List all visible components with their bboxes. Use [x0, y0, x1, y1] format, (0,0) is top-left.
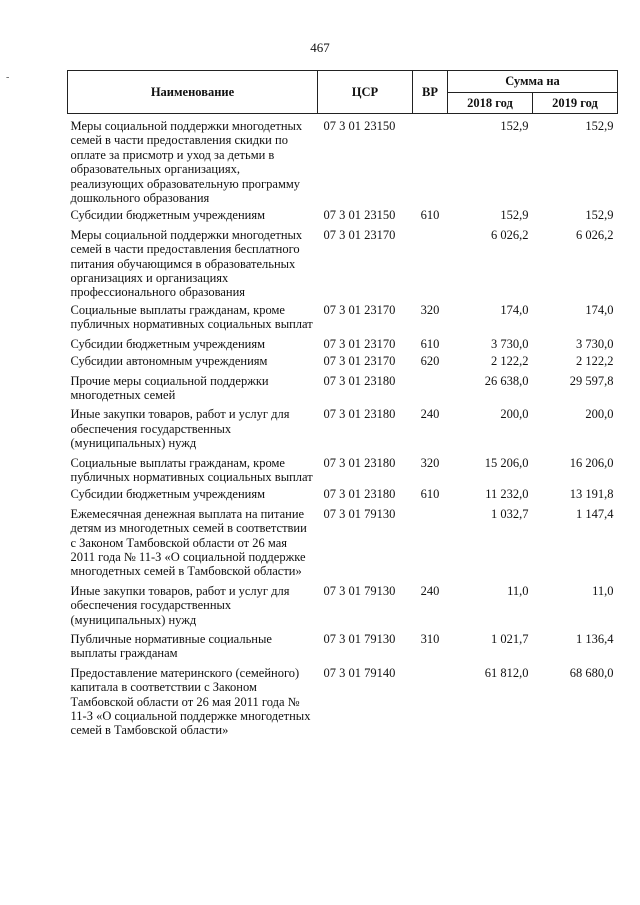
row-sum-2019: 68 680,0 — [569, 665, 614, 680]
row-csr-code: 07 3 01 79130 — [323, 506, 396, 521]
row-sum-2019: 152,9 — [585, 119, 614, 133]
row-vr-code: 240 — [420, 583, 440, 598]
scan-edge-mark: - — [6, 72, 10, 83]
row-sum-2019: 13 191,8 — [569, 487, 614, 502]
row-sum-2018: 152,9 — [500, 119, 529, 133]
table-row — [68, 661, 618, 738]
row-name: Субсидии бюджетным учреждениям — [70, 336, 266, 351]
row-name: Меры социальной поддержки многодетных семей в части предоставления бесплатного питания обучающимся в образовательных организациях и организациях профессионального образования — [70, 227, 303, 300]
table-row — [68, 114, 618, 206]
row-name: Социальные выплаты гражданам, кроме публичных нормативных социальных выплат — [70, 302, 313, 332]
table-row — [68, 223, 618, 300]
row-sum-2018: 15 206,0 — [484, 455, 529, 470]
table-row — [68, 502, 618, 579]
table-row — [68, 300, 618, 332]
row-name: Субсидии бюджетным учреждениям — [70, 487, 266, 502]
row-csr-code: 07 3 01 23170 — [323, 302, 396, 317]
row-sum-2019: 3 730,0 — [576, 336, 614, 351]
row-name: Ежемесячная денежная выплата на питание детям из многодетных семей в соответствии с Законом Тамбовской области от 26 мая 2011 года № 11-З «О социальной поддержке многодетных семей в Тамбовской области» — [70, 506, 307, 579]
row-sum-2018: 1 032,7 — [491, 506, 529, 521]
row-sum-2018: 3 730,0 — [491, 336, 529, 351]
page-number: 467 — [310, 40, 330, 55]
row-csr-code: 07 3 01 23150 — [323, 208, 396, 223]
header-name: Наименование — [68, 71, 318, 114]
header-sum: Сумма на — [448, 71, 618, 93]
table-row — [68, 205, 618, 222]
row-sum-2019: 11,0 — [592, 583, 614, 598]
row-name: Публичные нормативные социальные выплаты гражданам — [70, 632, 272, 661]
row-name: Социальные выплаты гражданам, кроме публичных нормативных социальных выплат — [70, 455, 313, 484]
row-sum-2019: 29 597,8 — [569, 373, 614, 388]
row-sum-2019: 1 136,4 — [576, 632, 614, 646]
table-row — [68, 332, 618, 351]
row-sum-2018: 2 122,2 — [491, 354, 529, 369]
header-year-2018: 2018 год — [448, 92, 533, 114]
row-vr-code — [413, 114, 448, 206]
table-row — [68, 369, 618, 403]
row-csr-code: 07 3 01 23170 — [323, 227, 396, 242]
row-vr-code: 320 — [420, 302, 440, 317]
row-sum-2018: 1 021,7 — [491, 632, 529, 646]
row-vr-code — [413, 223, 448, 300]
row-sum-2019: 16 206,0 — [569, 455, 614, 470]
table-row — [68, 627, 618, 661]
row-csr-code: 07 3 01 79130 — [323, 583, 396, 598]
row-sum-2019: 200,0 — [585, 407, 614, 422]
row-csr-code: 07 3 01 79140 — [323, 665, 396, 680]
row-vr-code — [413, 502, 448, 579]
row-name: Субсидии бюджетным учреждениям — [70, 208, 266, 223]
row-csr-code: 07 3 01 23180 — [323, 455, 396, 470]
table-body — [68, 114, 618, 738]
row-sum-2018: 200,0 — [500, 407, 529, 422]
row-vr-code: 320 — [420, 455, 440, 470]
row-vr-code: 310 — [420, 632, 440, 646]
row-csr-code: 07 3 01 23170 — [323, 354, 396, 369]
header-year-2019: 2019 год — [533, 92, 618, 114]
table-row — [68, 402, 618, 450]
row-csr-code: 07 3 01 23180 — [323, 373, 396, 388]
header-vr: ВР — [413, 71, 448, 114]
row-sum-2018: 11,0 — [507, 583, 529, 598]
row-vr-code: 240 — [420, 407, 440, 422]
row-sum-2019: 1 147,4 — [576, 506, 614, 521]
row-name: Субсидии автономным учреждениям — [70, 354, 268, 369]
row-name: Иные закупки товаров, работ и услуг для обеспечения государственных (муниципальных) нужд — [70, 407, 290, 451]
row-sum-2018: 174,0 — [500, 302, 529, 317]
row-sum-2018: 152,9 — [500, 208, 529, 223]
row-name: Иные закупки товаров, работ и услуг для обеспечения государственных (муниципальных) нужд — [70, 583, 290, 627]
row-sum-2019: 2 122,2 — [576, 354, 614, 369]
row-sum-2019: 174,0 — [585, 302, 614, 317]
row-csr-code: 07 3 01 23180 — [323, 487, 396, 502]
header-csr: ЦСР — [318, 71, 413, 114]
row-csr-code: 07 3 01 23170 — [323, 336, 396, 351]
row-sum-2018: 11 232,0 — [485, 487, 529, 502]
row-sum-2019: 152,9 — [585, 208, 614, 223]
row-vr-code: 610 — [420, 208, 440, 223]
table-row — [68, 579, 618, 627]
row-sum-2018: 6 026,2 — [491, 227, 529, 242]
table-row — [68, 484, 618, 501]
budget-table — [67, 70, 618, 738]
row-vr-code — [413, 369, 448, 403]
row-vr-code: 620 — [420, 354, 440, 369]
row-sum-2019: 6 026,2 — [576, 227, 614, 242]
row-vr-code — [413, 661, 448, 738]
row-csr-code: 07 3 01 23180 — [323, 407, 396, 422]
row-vr-code: 610 — [420, 336, 440, 351]
row-sum-2018: 61 812,0 — [484, 665, 529, 680]
table-header — [68, 71, 618, 114]
row-name: Меры социальной поддержки многодетных семей в части предоставления скидки по оплате за присмотр и уход за детьми в образовательных организациях, реализующих образовательную программу дошкольного образования — [70, 119, 303, 206]
row-csr-code: 07 3 01 79130 — [323, 632, 396, 646]
table-row — [68, 351, 618, 368]
table-row — [68, 451, 618, 485]
row-name: Предоставление материнского (семейного) капитала в соответствии с Законом Тамбовской области от 26 мая 2011 года № 11-З «О социальной поддержке многодетных семей в Тамбовской области» — [70, 665, 311, 738]
row-csr-code: 07 3 01 23150 — [323, 119, 396, 133]
row-sum-2018: 26 638,0 — [484, 373, 529, 388]
row-vr-code: 610 — [420, 487, 440, 502]
row-name: Прочие меры социальной поддержки многодетных семей — [70, 373, 269, 402]
